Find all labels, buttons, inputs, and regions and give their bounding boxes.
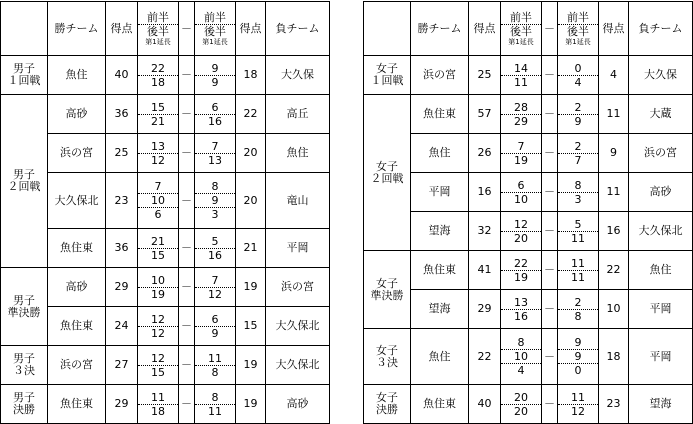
winner-half-scores [138, 268, 179, 307]
winner-half-scores [138, 134, 179, 173]
round-line: 女子 [376, 62, 398, 75]
header-dash: － [542, 2, 558, 56]
loser-half-scores [558, 385, 599, 424]
winner-score: 26 [469, 134, 501, 173]
score-dash: － [542, 212, 558, 251]
half-score: 7 [211, 273, 219, 287]
round-line: 準決勝 [7, 305, 41, 319]
game-row [1, 56, 330, 95]
winner-team: 高砂 [48, 95, 106, 134]
half-score: 18 [138, 404, 178, 418]
score-dash: － [179, 173, 195, 229]
header-winner: 勝チーム [48, 2, 106, 56]
half-score: 20 [514, 390, 528, 404]
winner-score: 24 [106, 307, 138, 346]
half-score: 20 [501, 231, 541, 245]
winner-team: 高砂 [48, 268, 106, 307]
half-score: 21 [151, 234, 165, 248]
half-score: 22 [514, 256, 528, 270]
header-halves-winner [138, 2, 179, 56]
score-dash: － [179, 229, 195, 268]
loser-score: 4 [599, 56, 629, 95]
loser-team: 大久保北 [629, 212, 693, 251]
half-score: 7 [517, 139, 525, 153]
loser-score: 20 [236, 134, 266, 173]
half-score: 10 [501, 349, 541, 363]
game-row [364, 173, 693, 212]
round-label [1, 346, 48, 385]
round-line: 男子 [13, 352, 35, 365]
round-label [1, 95, 48, 268]
half-score: 0 [558, 363, 598, 377]
half-score: 10 [501, 192, 541, 206]
loser-half-scores [558, 173, 599, 212]
loser-team: 浜の宮 [266, 268, 330, 307]
winner-half-scores [138, 307, 179, 346]
half-score: 19 [138, 287, 178, 301]
round-line: 男子 [13, 168, 35, 181]
loser-team: 大久保北 [266, 346, 330, 385]
winner-team: 魚住 [48, 56, 106, 95]
winner-score: 40 [469, 385, 501, 424]
game-row [1, 229, 330, 268]
half-score: 10 [138, 193, 178, 207]
round-label [364, 385, 411, 424]
loser-team: 魚住 [629, 251, 693, 290]
game-row [1, 173, 330, 229]
header-first-half: 前半 [147, 10, 169, 24]
half-score: 8 [574, 178, 582, 192]
header-row [364, 2, 693, 56]
game-row [364, 56, 693, 95]
half-score: 3 [558, 192, 598, 206]
winner-score: 29 [469, 290, 501, 329]
round-label [364, 251, 411, 329]
half-score: 3 [195, 207, 235, 221]
winner-score: 23 [106, 173, 138, 229]
loser-score: 19 [236, 346, 266, 385]
half-score: 12 [558, 404, 598, 418]
half-score: 10 [151, 273, 165, 287]
winner-half-scores [138, 346, 179, 385]
round-line: 準決勝 [370, 288, 404, 302]
round-label [364, 56, 411, 95]
loser-half-scores [558, 212, 599, 251]
winner-score: 36 [106, 229, 138, 268]
winner-team: 魚住東 [411, 95, 469, 134]
game-row [1, 385, 330, 424]
loser-team: 平岡 [629, 329, 693, 385]
loser-team: 竜山 [266, 173, 330, 229]
winner-score: 57 [469, 95, 501, 134]
half-score: 9 [211, 61, 219, 75]
loser-team: 高砂 [629, 173, 693, 212]
header-second-half: 後半 [195, 24, 235, 38]
winner-score: 40 [106, 56, 138, 95]
winner-score: 22 [469, 329, 501, 385]
winner-half-scores [501, 95, 542, 134]
loser-score: 9 [599, 134, 629, 173]
half-score: 12 [514, 217, 528, 231]
score-dash: － [542, 329, 558, 385]
round-line: 女子 [376, 343, 398, 357]
half-score: 9 [195, 193, 235, 207]
half-score: 8 [195, 365, 235, 379]
girls-results-table [363, 1, 693, 424]
loser-team: 大蔵 [629, 95, 693, 134]
half-score: 11 [558, 231, 598, 245]
half-score: 9 [574, 336, 582, 349]
winner-team: 魚住東 [48, 385, 106, 424]
winner-half-scores [501, 134, 542, 173]
score-dash: － [179, 346, 195, 385]
round-label [364, 95, 411, 251]
loser-score: 20 [236, 173, 266, 229]
half-score: 11 [195, 404, 235, 418]
loser-team: 平岡 [266, 229, 330, 268]
loser-team: 大久保 [629, 56, 693, 95]
winner-half-scores [501, 251, 542, 290]
loser-score: 23 [599, 385, 629, 424]
header-extra: 第1延長 [508, 37, 534, 46]
half-score: 0 [574, 61, 582, 75]
game-row [1, 134, 330, 173]
winner-team: 望海 [411, 212, 469, 251]
score-dash: － [542, 134, 558, 173]
half-score: 5 [211, 234, 219, 248]
header-dash: － [179, 2, 195, 56]
round-line: ２回戦 [370, 171, 404, 185]
half-score: 6 [211, 312, 219, 326]
game-row [364, 212, 693, 251]
half-score: 4 [501, 363, 541, 377]
half-score: 2 [574, 295, 582, 309]
score-dash: － [179, 385, 195, 424]
winner-half-scores [501, 385, 542, 424]
loser-half-scores [195, 134, 236, 173]
half-score: 5 [574, 217, 582, 231]
half-score: 9 [195, 75, 235, 89]
half-score: 15 [151, 100, 165, 114]
round-label [364, 329, 411, 385]
half-score: 11 [558, 270, 598, 284]
header-first-half: 前半 [204, 10, 226, 24]
winner-team: 浜の宮 [48, 346, 106, 385]
winner-half-scores [138, 173, 179, 229]
winner-team: 浜の宮 [411, 56, 469, 95]
game-row [364, 95, 693, 134]
half-score: 22 [151, 61, 165, 75]
game-row [364, 385, 693, 424]
round-label [1, 268, 48, 346]
loser-half-scores [558, 134, 599, 173]
header-loser: 負チーム [266, 2, 330, 56]
score-dash: － [542, 251, 558, 290]
loser-team: 平岡 [629, 290, 693, 329]
header-halves-loser [558, 2, 599, 56]
loser-half-scores [195, 346, 236, 385]
half-score: 8 [211, 180, 219, 193]
round-line: １回戦 [370, 74, 404, 87]
half-score: 28 [514, 100, 528, 114]
half-score: 15 [138, 248, 178, 262]
half-score: 11 [571, 256, 585, 270]
game-row [364, 329, 693, 385]
half-score: 2 [574, 100, 582, 114]
header-score: 得点 [106, 2, 138, 56]
winner-team: 魚住東 [48, 229, 106, 268]
loser-score: 22 [236, 95, 266, 134]
half-score: 8 [211, 390, 219, 404]
loser-team: 高丘 [266, 95, 330, 134]
loser-score: 15 [236, 307, 266, 346]
round-line: 決勝 [13, 403, 35, 416]
half-score: 20 [501, 404, 541, 418]
half-score: 12 [138, 326, 178, 340]
half-score: 7 [154, 180, 162, 193]
loser-team: 浜の宮 [629, 134, 693, 173]
loser-score: 11 [599, 173, 629, 212]
half-score: 11 [208, 351, 222, 365]
game-row [364, 134, 693, 173]
header-loser: 負チーム [629, 2, 693, 56]
header-score: 得点 [469, 2, 501, 56]
winner-score: 41 [469, 251, 501, 290]
half-score: 13 [514, 295, 528, 309]
loser-half-scores [195, 268, 236, 307]
winner-score: 27 [106, 346, 138, 385]
half-score: 16 [501, 309, 541, 323]
half-score: 13 [195, 153, 235, 167]
round-label [1, 56, 48, 95]
winner-half-scores [138, 95, 179, 134]
half-score: 9 [195, 326, 235, 340]
loser-score: 10 [599, 290, 629, 329]
winner-half-scores [501, 173, 542, 212]
loser-team: 大久保 [266, 56, 330, 95]
half-score: 6 [517, 178, 525, 192]
half-score: 12 [151, 351, 165, 365]
half-score: 2 [574, 139, 582, 153]
header-second-half: 後半 [501, 24, 541, 38]
loser-half-scores [558, 290, 599, 329]
winner-team: 大久保北 [48, 173, 106, 229]
header-winner: 勝チーム [411, 2, 469, 56]
half-score: 8 [558, 309, 598, 323]
score-dash: － [179, 268, 195, 307]
half-score: 6 [211, 100, 219, 114]
half-score: 15 [138, 365, 178, 379]
header-row [1, 2, 330, 56]
game-row [364, 290, 693, 329]
half-score: 6 [138, 207, 178, 221]
winner-score: 16 [469, 173, 501, 212]
loser-score: 11 [599, 95, 629, 134]
header-second-half: 後半 [558, 24, 598, 38]
round-line: 男子 [13, 391, 35, 404]
game-row [364, 251, 693, 290]
header-extra: 第1延長 [202, 37, 228, 46]
winner-team: 魚住東 [48, 307, 106, 346]
header-score: 得点 [236, 2, 266, 56]
winner-half-scores [501, 329, 542, 385]
winner-team: 魚住 [411, 134, 469, 173]
boys-results-table [0, 1, 330, 424]
half-score: 8 [517, 336, 525, 349]
round-line: 女子 [376, 276, 398, 290]
half-score: 16 [195, 114, 235, 128]
round-line: 男子 [13, 62, 35, 75]
loser-half-scores [195, 173, 236, 229]
loser-score: 19 [236, 385, 266, 424]
loser-half-scores [195, 229, 236, 268]
loser-half-scores [558, 251, 599, 290]
winner-half-scores [501, 212, 542, 251]
winner-half-scores [501, 56, 542, 95]
winner-score: 25 [469, 56, 501, 95]
round-label [1, 385, 48, 424]
score-dash: － [179, 56, 195, 95]
round-line: 女子 [376, 391, 398, 404]
score-dash: － [542, 56, 558, 95]
loser-half-scores [195, 95, 236, 134]
half-score: 12 [151, 312, 165, 326]
round-line: 男子 [13, 293, 35, 307]
winner-score: 29 [106, 385, 138, 424]
half-score: 13 [151, 139, 165, 153]
winner-score: 32 [469, 212, 501, 251]
score-dash: － [542, 173, 558, 212]
winner-score: 36 [106, 95, 138, 134]
round-line: ３決 [376, 355, 398, 369]
winner-team: 魚住東 [411, 251, 469, 290]
loser-half-scores [195, 56, 236, 95]
round-line: ３決 [13, 364, 35, 377]
score-dash: － [179, 95, 195, 134]
round-line: 女子 [376, 159, 398, 173]
winner-half-scores [138, 385, 179, 424]
round-line: ２回戦 [7, 180, 41, 193]
loser-half-scores [195, 307, 236, 346]
loser-half-scores [558, 329, 599, 385]
loser-team: 高砂 [266, 385, 330, 424]
half-score: 21 [138, 114, 178, 128]
loser-score: 21 [236, 229, 266, 268]
game-row [1, 346, 330, 385]
half-score: 7 [558, 153, 598, 167]
loser-half-scores [558, 56, 599, 95]
round-line: 決勝 [376, 403, 398, 416]
winner-team: 魚住 [411, 329, 469, 385]
half-score: 9 [558, 349, 598, 363]
header-extra: 第1延長 [565, 37, 591, 46]
header-score: 得点 [599, 2, 629, 56]
loser-score: 18 [599, 329, 629, 385]
loser-score: 22 [599, 251, 629, 290]
winner-team: 望海 [411, 290, 469, 329]
half-score: 12 [195, 287, 235, 301]
loser-team: 大久保北 [266, 307, 330, 346]
loser-team: 魚住 [266, 134, 330, 173]
header-second-half: 後半 [138, 24, 178, 38]
half-score: 14 [514, 61, 528, 75]
half-score: 11 [571, 390, 585, 404]
half-score: 11 [501, 75, 541, 89]
half-score: 19 [501, 153, 541, 167]
half-score: 11 [151, 390, 165, 404]
header-first-half: 前半 [567, 10, 589, 24]
round-line: １回戦 [7, 74, 41, 87]
winner-half-scores [501, 290, 542, 329]
header-first-half: 前半 [510, 10, 532, 24]
half-score: 19 [501, 270, 541, 284]
winner-half-scores [138, 56, 179, 95]
score-dash: － [542, 95, 558, 134]
game-row [1, 95, 330, 134]
loser-score: 16 [599, 212, 629, 251]
loser-half-scores [558, 95, 599, 134]
winner-team: 魚住東 [411, 385, 469, 424]
header-round-cell [1, 2, 48, 56]
header-halves-loser [195, 2, 236, 56]
winner-score: 25 [106, 134, 138, 173]
winner-score: 29 [106, 268, 138, 307]
winner-half-scores [138, 229, 179, 268]
header-extra: 第1延長 [145, 37, 171, 46]
half-score: 4 [558, 75, 598, 89]
loser-team: 望海 [629, 385, 693, 424]
half-score: 12 [138, 153, 178, 167]
half-score: 29 [501, 114, 541, 128]
half-score: 9 [558, 114, 598, 128]
half-score: 18 [138, 75, 178, 89]
loser-score: 19 [236, 268, 266, 307]
winner-team: 平岡 [411, 173, 469, 212]
game-row [1, 268, 330, 307]
header-round-cell [364, 2, 411, 56]
score-dash: － [542, 385, 558, 424]
loser-score: 18 [236, 56, 266, 95]
half-score: 7 [211, 139, 219, 153]
loser-half-scores [195, 385, 236, 424]
score-dash: － [542, 290, 558, 329]
half-score: 16 [195, 248, 235, 262]
winner-team: 浜の宮 [48, 134, 106, 173]
score-dash: － [179, 134, 195, 173]
game-row [1, 307, 330, 346]
score-dash: － [179, 307, 195, 346]
header-halves-winner [501, 2, 542, 56]
